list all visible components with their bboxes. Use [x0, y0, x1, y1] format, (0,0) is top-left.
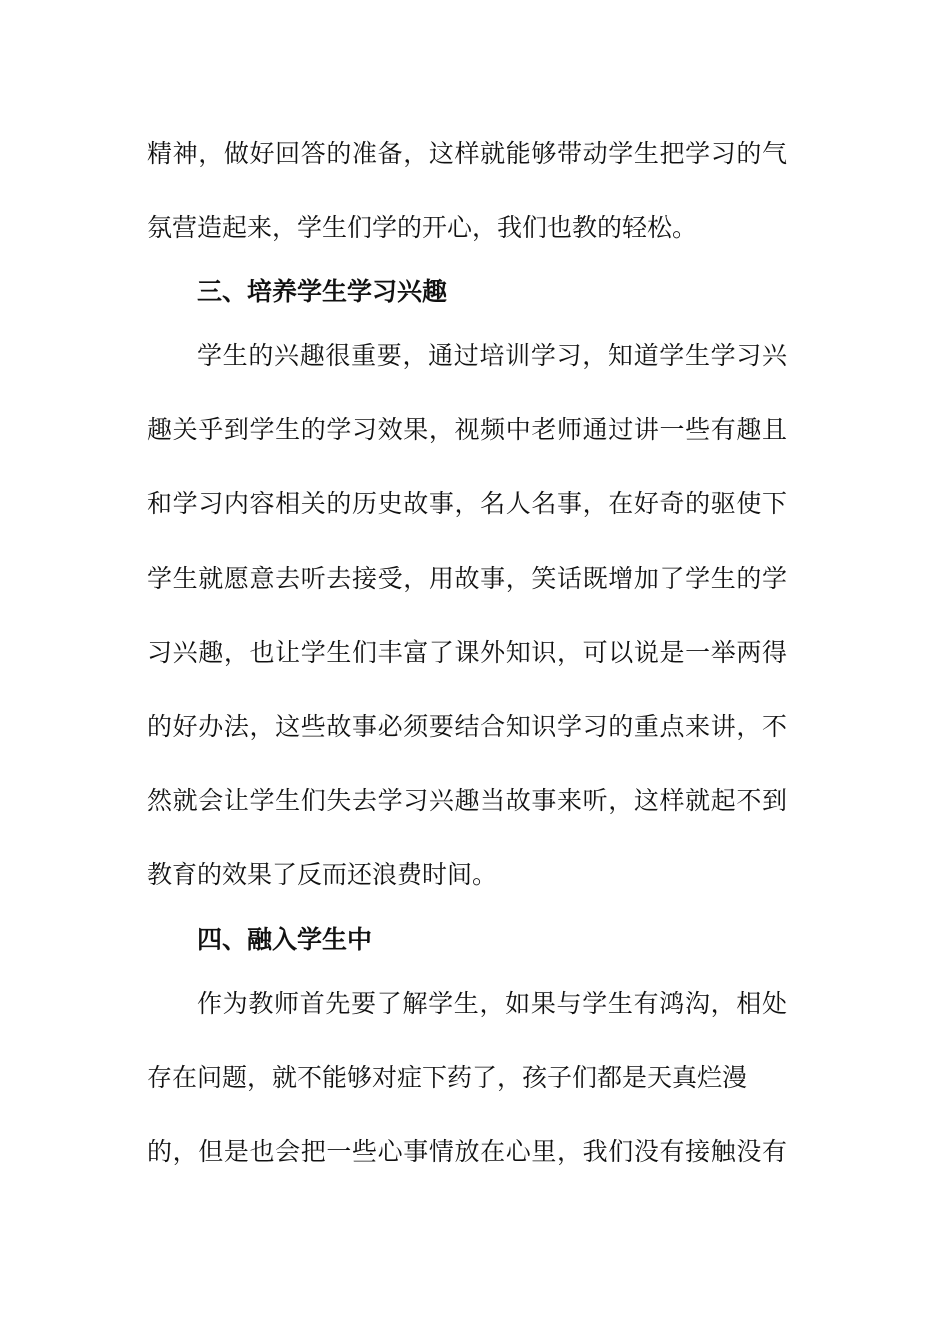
- body-line: 精神，做好回答的准备，这样就能够带动学生把学习的气: [147, 139, 787, 168]
- body-line: 作为教师首先要了解学生，如果与学生有鸿沟，相处: [197, 989, 787, 1018]
- body-line: 氛营造起来，学生们学的开心，我们也教的轻松。: [147, 213, 698, 242]
- section-heading-4: 四、融入学生中: [197, 925, 373, 954]
- body-line: 的，但是也会把一些心事情放在心里，我们没有接触没有: [147, 1137, 787, 1166]
- body-line: 教育的效果了反而还浪费时间。: [147, 860, 498, 889]
- section-heading-3: 三、培养学生学习兴趣: [197, 277, 448, 306]
- body-line: 学生的兴趣很重要，通过培训学习，知道学生学习兴: [197, 341, 787, 370]
- body-line: 存在问题，就不能够对症下药了，孩子们都是天真烂漫: [147, 1063, 748, 1092]
- body-line: 的好办法，这些故事必须要结合知识学习的重点来讲，不: [147, 712, 787, 741]
- body-line: 和学习内容相关的历史故事，名人名事，在好奇的驱使下: [147, 489, 787, 518]
- body-line: 然就会让学生们失去学习兴趣当故事来听，这样就起不到: [147, 786, 787, 815]
- body-line: 学生就愿意去听去接受，用故事，笑话既增加了学生的学: [147, 564, 787, 593]
- body-line: 趣关乎到学生的学习效果，视频中老师通过讲一些有趣且: [147, 415, 787, 444]
- body-line: 习兴趣，也让学生们丰富了课外知识，可以说是一举两得: [147, 638, 787, 667]
